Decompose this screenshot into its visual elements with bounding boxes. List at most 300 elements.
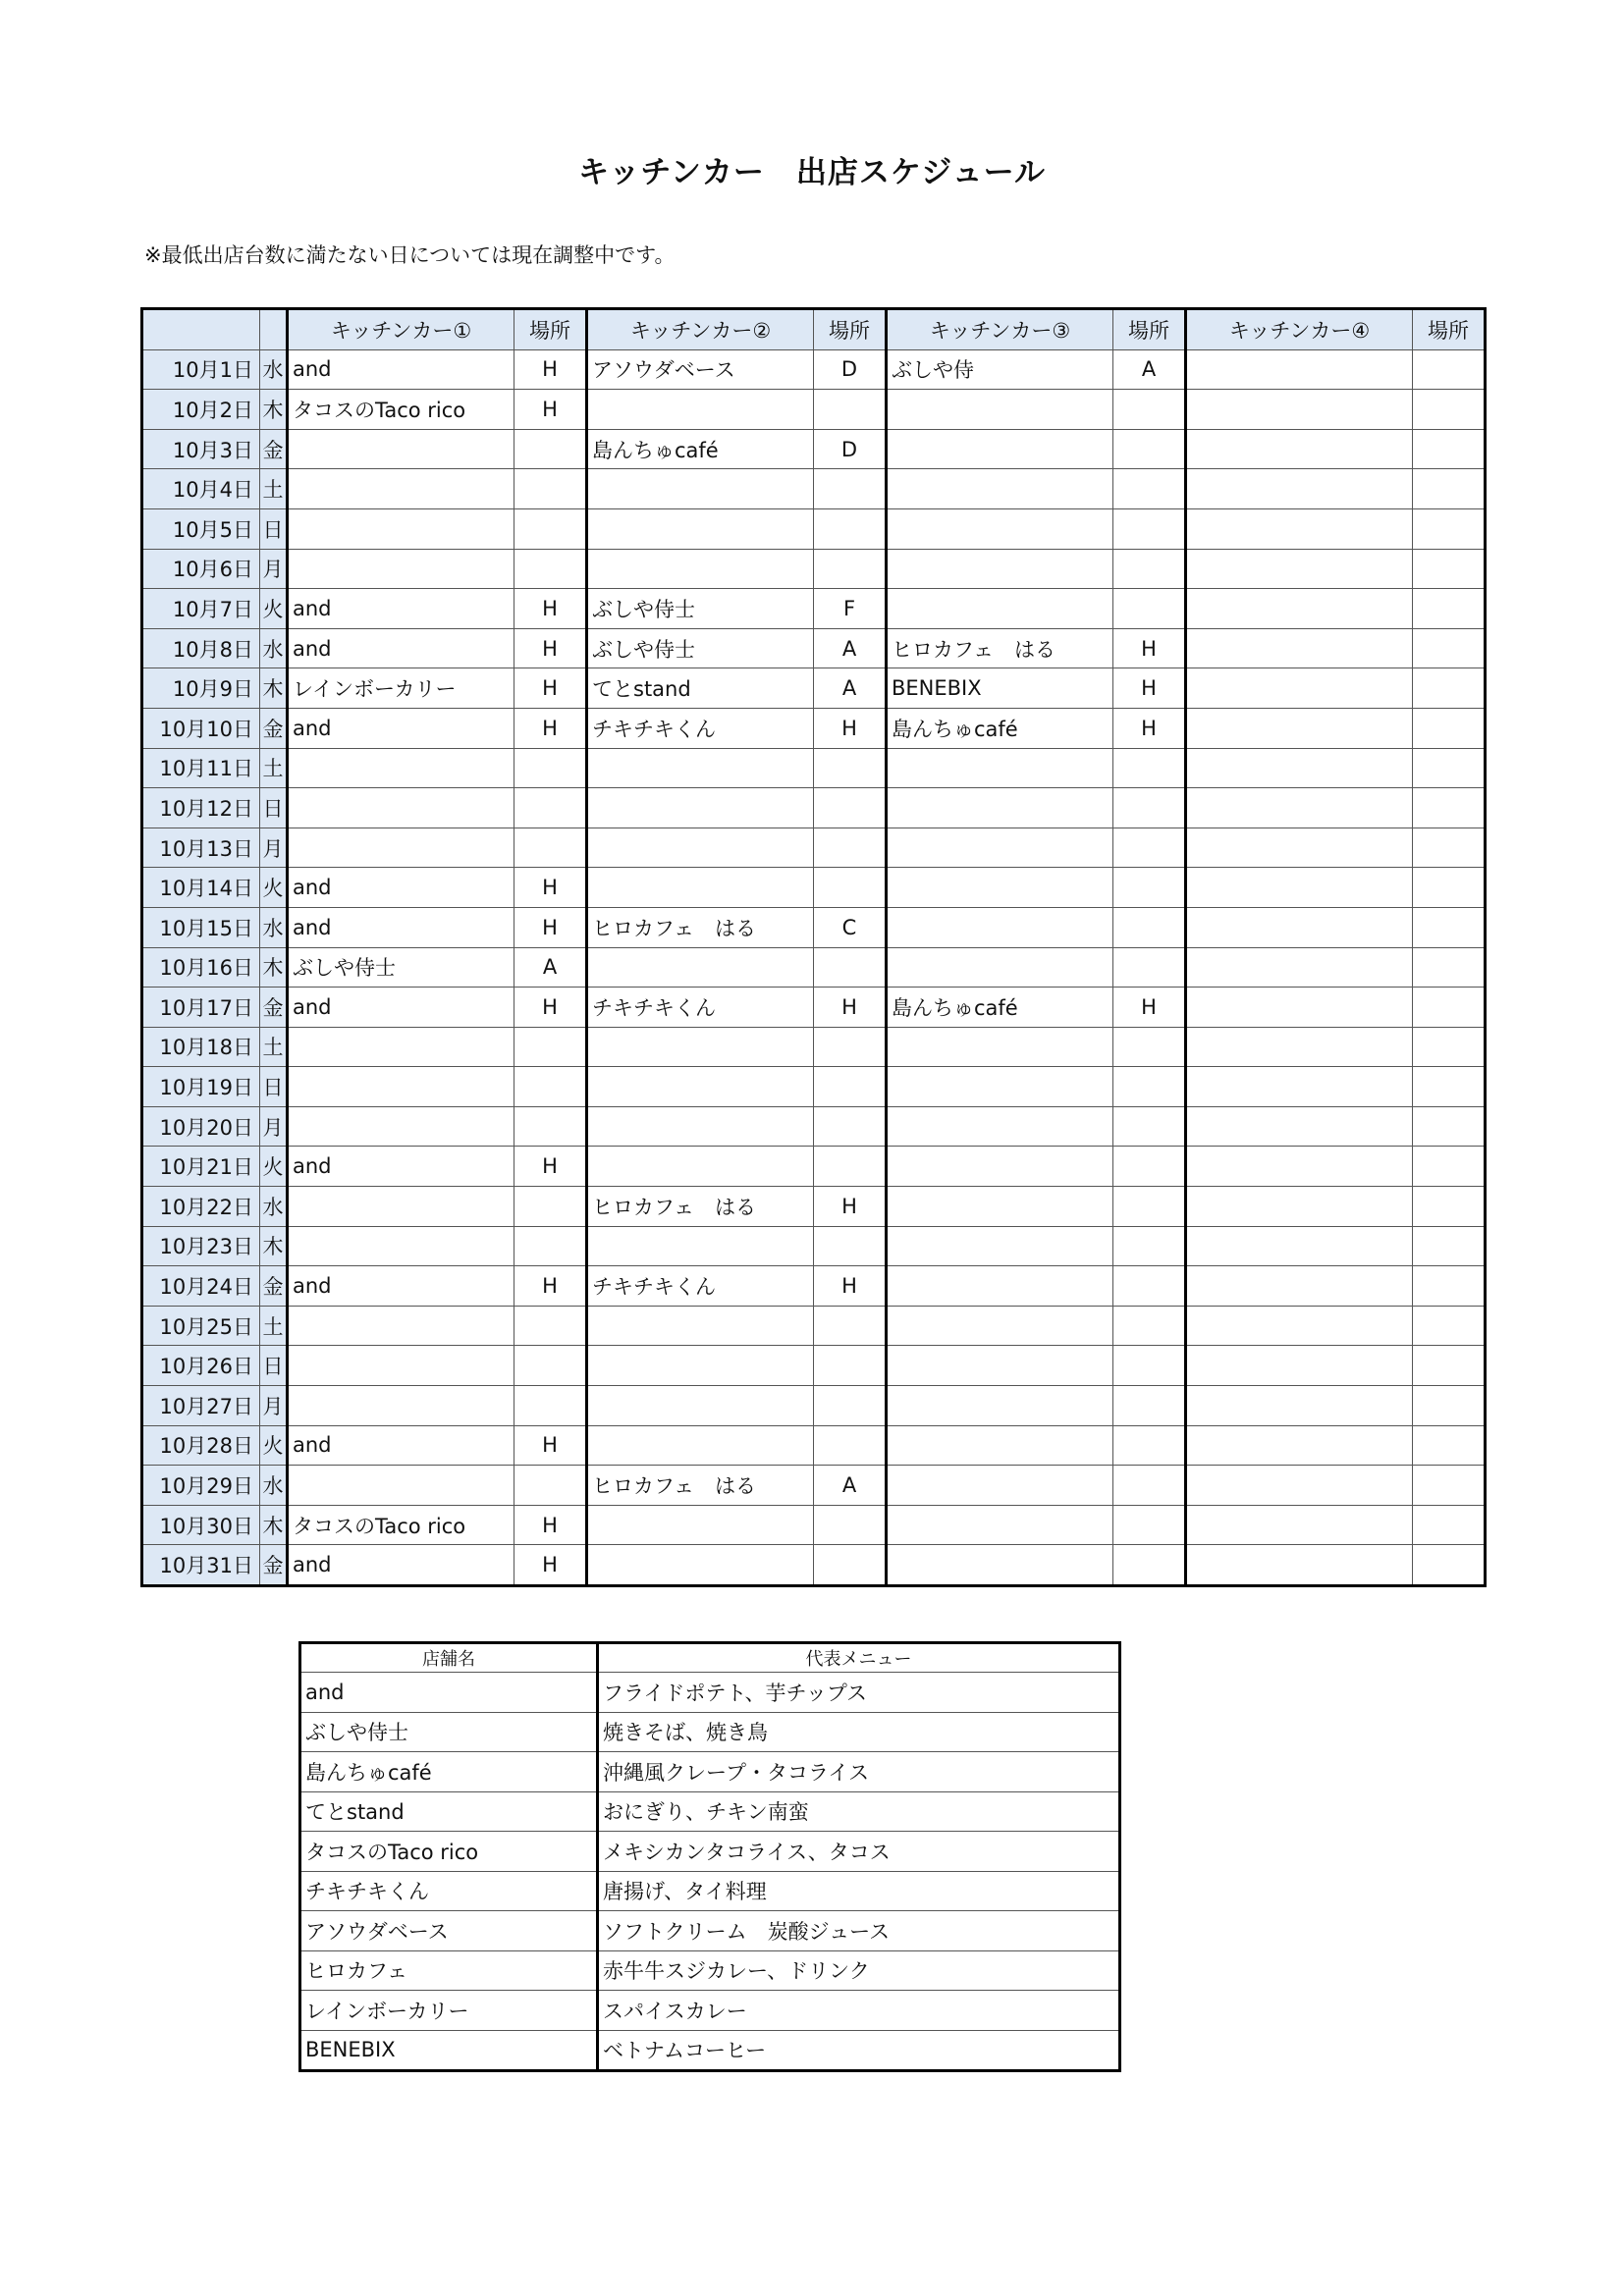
- menu-shop-cell: BENEBIX: [300, 2030, 598, 2071]
- schedule-weekday-cell: 水: [260, 349, 288, 390]
- schedule-weekday-cell: 金: [260, 1266, 288, 1307]
- car1-shop-cell: and: [288, 589, 514, 629]
- car4-shop-cell: [1186, 788, 1413, 828]
- car2-location-cell: [814, 469, 887, 509]
- car2-shop-cell: 島んちゅcafé: [587, 429, 814, 469]
- car4-location-cell: [1413, 549, 1486, 589]
- menu-item-cell: ベトナムコーヒー: [598, 2030, 1120, 2071]
- schedule-row: [142, 589, 1486, 629]
- car2-shop-cell: アソウダベース: [587, 349, 814, 390]
- car1-shop-cell: and: [288, 1266, 514, 1307]
- car4-shop-cell: [1186, 1505, 1413, 1545]
- schedule-date-cell: 10月19日: [142, 1067, 260, 1107]
- menu-row: [300, 2030, 1120, 2071]
- car2-location-cell: F: [814, 589, 887, 629]
- header-date: [142, 309, 260, 350]
- car4-shop-cell: [1186, 708, 1413, 748]
- schedule-date-cell: 10月21日: [142, 1147, 260, 1187]
- car2-location-cell: D: [814, 429, 887, 469]
- car2-shop-cell: [587, 1226, 814, 1266]
- car4-location-cell: [1413, 1106, 1486, 1147]
- car3-location-cell: [1113, 947, 1186, 988]
- schedule-date-cell: 10月22日: [142, 1187, 260, 1227]
- car1-location-cell: [514, 1187, 587, 1227]
- car2-location-cell: [814, 549, 887, 589]
- car4-location-cell: [1413, 1147, 1486, 1187]
- car3-location-cell: A: [1113, 349, 1186, 390]
- car1-shop-cell: [288, 1067, 514, 1107]
- car1-shop-cell: and: [288, 628, 514, 668]
- schedule-date-cell: 10月14日: [142, 868, 260, 908]
- car3-shop-cell: [887, 589, 1113, 629]
- car2-shop-cell: [587, 868, 814, 908]
- car4-shop-cell: [1186, 589, 1413, 629]
- car3-shop-cell: [887, 1386, 1113, 1426]
- schedule-date-cell: 10月5日: [142, 508, 260, 549]
- car3-shop-cell: [887, 1346, 1113, 1386]
- car1-location-cell: [514, 1106, 587, 1147]
- schedule-row: [142, 1545, 1486, 1586]
- car3-shop-cell: [887, 1226, 1113, 1266]
- car2-location-cell: A: [814, 1466, 887, 1506]
- schedule-row: [142, 907, 1486, 947]
- car1-shop-cell: ぶしや侍士: [288, 947, 514, 988]
- car4-shop-cell: [1186, 1425, 1413, 1466]
- menu-row: [300, 1991, 1120, 2031]
- schedule-weekday-cell: 火: [260, 1147, 288, 1187]
- menu-shop-cell: ヒロカフェ: [300, 1950, 598, 1991]
- schedule-weekday-cell: 日: [260, 1067, 288, 1107]
- schedule-row: [142, 508, 1486, 549]
- schedule-row: [142, 1466, 1486, 1506]
- car2-shop-cell: [587, 1147, 814, 1187]
- car2-shop-cell: [587, 1425, 814, 1466]
- car3-shop-cell: [887, 390, 1113, 430]
- schedule-weekday-cell: 金: [260, 708, 288, 748]
- menu-item-cell: 赤牛牛スジカレー、ドリンク: [598, 1950, 1120, 1991]
- car1-location-cell: [514, 1306, 587, 1346]
- schedule-weekday-cell: 月: [260, 549, 288, 589]
- schedule-date-cell: 10月23日: [142, 1226, 260, 1266]
- car4-shop-cell: [1186, 1545, 1413, 1586]
- car4-location-cell: [1413, 1346, 1486, 1386]
- car3-shop-cell: [887, 1067, 1113, 1107]
- car2-shop-cell: [587, 469, 814, 509]
- car4-location-cell: [1413, 1505, 1486, 1545]
- car1-location-cell: [514, 1226, 587, 1266]
- car2-shop-cell: ぶしや侍士: [587, 589, 814, 629]
- car3-location-cell: H: [1113, 708, 1186, 748]
- car3-shop-cell: [887, 748, 1113, 788]
- car1-location-cell: [514, 1027, 587, 1067]
- car4-shop-cell: [1186, 1067, 1413, 1107]
- schedule-row: [142, 429, 1486, 469]
- schedule-weekday-cell: 土: [260, 1027, 288, 1067]
- car4-location-cell: [1413, 1187, 1486, 1227]
- header-loc2: 場所: [814, 309, 887, 350]
- car2-location-cell: H: [814, 1187, 887, 1227]
- car2-location-cell: [814, 1346, 887, 1386]
- car4-location-cell: [1413, 947, 1486, 988]
- car4-shop-cell: [1186, 429, 1413, 469]
- car1-shop-cell: and: [288, 708, 514, 748]
- car1-shop-cell: [288, 1386, 514, 1426]
- schedule-row: [142, 1027, 1486, 1067]
- schedule-weekday-cell: 木: [260, 1505, 288, 1545]
- schedule-row: [142, 1266, 1486, 1307]
- car2-location-cell: H: [814, 988, 887, 1028]
- car3-shop-cell: 島んちゅcafé: [887, 708, 1113, 748]
- header-car4: キッチンカー④: [1186, 309, 1413, 350]
- schedule-weekday-cell: 日: [260, 1346, 288, 1386]
- car3-location-cell: [1113, 429, 1186, 469]
- menu-shop-cell: ぶしや侍士: [300, 1712, 598, 1752]
- car1-location-cell: [514, 748, 587, 788]
- car1-location-cell: [514, 508, 587, 549]
- schedule-row: [142, 1346, 1486, 1386]
- schedule-weekday-cell: 土: [260, 748, 288, 788]
- menu-item-cell: 焼きそば、焼き鳥: [598, 1712, 1120, 1752]
- car4-shop-cell: [1186, 1027, 1413, 1067]
- schedule-row: [142, 1306, 1486, 1346]
- car2-shop-cell: ヒロカフェ はる: [587, 1187, 814, 1227]
- car2-shop-cell: ヒロカフェ はる: [587, 1466, 814, 1506]
- menu-item-cell: メキシカンタコライス、タコス: [598, 1832, 1120, 1872]
- car1-location-cell: [514, 549, 587, 589]
- schedule-weekday-cell: 木: [260, 947, 288, 988]
- car1-shop-cell: [288, 508, 514, 549]
- car4-shop-cell: [1186, 668, 1413, 709]
- schedule-date-cell: 10月7日: [142, 589, 260, 629]
- schedule-row: [142, 788, 1486, 828]
- schedule-date-cell: 10月9日: [142, 668, 260, 709]
- schedule-row: [142, 1425, 1486, 1466]
- car4-location-cell: [1413, 907, 1486, 947]
- schedule-weekday-cell: 水: [260, 1466, 288, 1506]
- car2-location-cell: [814, 947, 887, 988]
- car2-shop-cell: チキチキくん: [587, 708, 814, 748]
- car1-location-cell: H: [514, 349, 587, 390]
- car3-shop-cell: [887, 549, 1113, 589]
- car1-location-cell: H: [514, 390, 587, 430]
- menu-row: [300, 1911, 1120, 1951]
- car4-shop-cell: [1186, 828, 1413, 868]
- schedule-weekday-cell: 月: [260, 1106, 288, 1147]
- car2-shop-cell: [587, 947, 814, 988]
- car1-location-cell: [514, 1386, 587, 1426]
- schedule-weekday-cell: 土: [260, 469, 288, 509]
- car3-location-cell: [1113, 390, 1186, 430]
- schedule-row: [142, 390, 1486, 430]
- schedule-row: [142, 868, 1486, 908]
- car1-location-cell: [514, 1466, 587, 1506]
- car3-shop-cell: 島んちゅcafé: [887, 988, 1113, 1028]
- car4-location-cell: [1413, 988, 1486, 1028]
- car3-shop-cell: [887, 947, 1113, 988]
- header-car2: キッチンカー②: [587, 309, 814, 350]
- car4-shop-cell: [1186, 1266, 1413, 1307]
- car3-shop-cell: [887, 907, 1113, 947]
- car4-shop-cell: [1186, 907, 1413, 947]
- car1-shop-cell: タコスのTaco rico: [288, 1505, 514, 1545]
- car2-shop-cell: [587, 1106, 814, 1147]
- car2-location-cell: [814, 1505, 887, 1545]
- car2-location-cell: [814, 748, 887, 788]
- header-shop: 店舗名: [300, 1643, 598, 1673]
- car4-shop-cell: [1186, 469, 1413, 509]
- car1-shop-cell: [288, 748, 514, 788]
- car4-shop-cell: [1186, 628, 1413, 668]
- schedule-weekday-cell: 土: [260, 1306, 288, 1346]
- menu-item-cell: 唐揚げ、タイ料理: [598, 1871, 1120, 1911]
- car4-shop-cell: [1186, 988, 1413, 1028]
- car1-shop-cell: [288, 1306, 514, 1346]
- car3-shop-cell: [887, 1187, 1113, 1227]
- schedule-date-cell: 10月29日: [142, 1466, 260, 1506]
- car2-location-cell: A: [814, 668, 887, 709]
- menu-row: [300, 1950, 1120, 1991]
- schedule-weekday-cell: 金: [260, 1545, 288, 1586]
- header-loc3: 場所: [1113, 309, 1186, 350]
- car2-shop-cell: [587, 390, 814, 430]
- car2-shop-cell: [587, 1545, 814, 1586]
- schedule-date-cell: 10月2日: [142, 390, 260, 430]
- car4-location-cell: [1413, 1545, 1486, 1586]
- car1-shop-cell: and: [288, 907, 514, 947]
- car1-location-cell: [514, 469, 587, 509]
- car1-shop-cell: and: [288, 349, 514, 390]
- car3-location-cell: H: [1113, 628, 1186, 668]
- menu-shop-cell: タコスのTaco rico: [300, 1832, 598, 1872]
- car2-location-cell: [814, 828, 887, 868]
- car1-location-cell: H: [514, 988, 587, 1028]
- car3-shop-cell: [887, 1545, 1113, 1586]
- car2-location-cell: [814, 1147, 887, 1187]
- car4-shop-cell: [1186, 1106, 1413, 1147]
- schedule-date-cell: 10月1日: [142, 349, 260, 390]
- schedule-weekday-cell: 水: [260, 628, 288, 668]
- schedule-date-cell: 10月11日: [142, 748, 260, 788]
- car1-location-cell: [514, 788, 587, 828]
- car1-location-cell: [514, 429, 587, 469]
- schedule-row: [142, 1106, 1486, 1147]
- car4-shop-cell: [1186, 1147, 1413, 1187]
- page-title: キッチンカー 出店スケジュール: [578, 155, 1046, 190]
- car3-location-cell: [1113, 1187, 1186, 1227]
- menu-shop-cell: アソウダベース: [300, 1911, 598, 1951]
- car3-shop-cell: [887, 1306, 1113, 1346]
- car4-shop-cell: [1186, 1187, 1413, 1227]
- schedule-weekday-cell: 木: [260, 668, 288, 709]
- car3-shop-cell: ぶしや侍: [887, 349, 1113, 390]
- car1-shop-cell: and: [288, 1425, 514, 1466]
- car4-location-cell: [1413, 1466, 1486, 1506]
- car3-location-cell: [1113, 589, 1186, 629]
- car4-location-cell: [1413, 508, 1486, 549]
- schedule-row: [142, 988, 1486, 1028]
- schedule-date-cell: 10月31日: [142, 1545, 260, 1586]
- car3-location-cell: [1113, 1027, 1186, 1067]
- car3-location-cell: [1113, 1425, 1186, 1466]
- car1-shop-cell: [288, 788, 514, 828]
- car4-location-cell: [1413, 1386, 1486, 1426]
- car1-location-cell: H: [514, 708, 587, 748]
- header-loc1: 場所: [514, 309, 587, 350]
- schedule-table: [140, 307, 1487, 1587]
- car4-location-cell: [1413, 429, 1486, 469]
- car4-shop-cell: [1186, 390, 1413, 430]
- menu-table: [298, 1641, 1121, 2072]
- car3-location-cell: [1113, 508, 1186, 549]
- car2-shop-cell: チキチキくん: [587, 988, 814, 1028]
- car4-location-cell: [1413, 628, 1486, 668]
- car1-location-cell: H: [514, 868, 587, 908]
- schedule-date-cell: 10月20日: [142, 1106, 260, 1147]
- car1-shop-cell: [288, 429, 514, 469]
- car3-location-cell: [1113, 828, 1186, 868]
- schedule-body: [142, 349, 1486, 1585]
- car3-location-cell: [1113, 1147, 1186, 1187]
- schedule-row: [142, 349, 1486, 390]
- schedule-row: [142, 1147, 1486, 1187]
- car1-location-cell: H: [514, 1545, 587, 1586]
- car1-shop-cell: [288, 828, 514, 868]
- car3-location-cell: [1113, 1505, 1186, 1545]
- car3-location-cell: [1113, 868, 1186, 908]
- car2-shop-cell: [587, 1027, 814, 1067]
- header-loc4: 場所: [1413, 309, 1486, 350]
- car4-location-cell: [1413, 349, 1486, 390]
- car2-shop-cell: [587, 1346, 814, 1386]
- schedule-weekday-cell: 金: [260, 429, 288, 469]
- menu-row: [300, 1871, 1120, 1911]
- car3-location-cell: H: [1113, 668, 1186, 709]
- schedule-row: [142, 828, 1486, 868]
- header-car3: キッチンカー③: [887, 309, 1113, 350]
- car2-shop-cell: ヒロカフェ はる: [587, 907, 814, 947]
- menu-item-cell: ソフトクリーム 炭酸ジュース: [598, 1911, 1120, 1951]
- car3-location-cell: [1113, 1306, 1186, 1346]
- car1-location-cell: H: [514, 1266, 587, 1307]
- car1-location-cell: H: [514, 1425, 587, 1466]
- car1-shop-cell: [288, 1346, 514, 1386]
- schedule-weekday-cell: 月: [260, 1386, 288, 1426]
- schedule-date-cell: 10月12日: [142, 788, 260, 828]
- menu-shop-cell: てとstand: [300, 1791, 598, 1832]
- schedule-weekday-cell: 火: [260, 868, 288, 908]
- car3-shop-cell: BENEBIX: [887, 668, 1113, 709]
- car1-shop-cell: and: [288, 988, 514, 1028]
- car3-location-cell: H: [1113, 988, 1186, 1028]
- schedule-date-cell: 10月13日: [142, 828, 260, 868]
- car2-location-cell: [814, 1545, 887, 1586]
- car3-shop-cell: [887, 1147, 1113, 1187]
- car4-location-cell: [1413, 1266, 1486, 1307]
- menu-body: [300, 1673, 1120, 2071]
- car2-shop-cell: [587, 1067, 814, 1107]
- car4-shop-cell: [1186, 1306, 1413, 1346]
- car4-shop-cell: [1186, 1346, 1413, 1386]
- car1-shop-cell: タコスのTaco rico: [288, 390, 514, 430]
- car4-location-cell: [1413, 1027, 1486, 1067]
- car2-shop-cell: [587, 508, 814, 549]
- schedule-row: [142, 1067, 1486, 1107]
- schedule-date-cell: 10月27日: [142, 1386, 260, 1426]
- schedule-row: [142, 469, 1486, 509]
- car1-location-cell: H: [514, 1147, 587, 1187]
- car3-location-cell: [1113, 1466, 1186, 1506]
- menu-row: [300, 1673, 1120, 1713]
- car3-shop-cell: [887, 828, 1113, 868]
- car2-location-cell: [814, 1067, 887, 1107]
- schedule-weekday-cell: 月: [260, 828, 288, 868]
- car1-shop-cell: [288, 469, 514, 509]
- schedule-note: ※最低出店台数に満たない日については現在調整中です。: [144, 243, 676, 267]
- car4-location-cell: [1413, 469, 1486, 509]
- car3-shop-cell: ヒロカフェ はる: [887, 628, 1113, 668]
- car4-location-cell: [1413, 390, 1486, 430]
- schedule-date-cell: 10月25日: [142, 1306, 260, 1346]
- menu-shop-cell: レインボーカリー: [300, 1991, 598, 2031]
- car3-location-cell: [1113, 1545, 1186, 1586]
- car2-shop-cell: [587, 1505, 814, 1545]
- car4-location-cell: [1413, 788, 1486, 828]
- schedule-row: [142, 549, 1486, 589]
- car1-location-cell: [514, 1346, 587, 1386]
- car4-shop-cell: [1186, 748, 1413, 788]
- car1-location-cell: H: [514, 589, 587, 629]
- car2-shop-cell: ぶしや侍士: [587, 628, 814, 668]
- schedule-weekday-cell: 木: [260, 390, 288, 430]
- car3-location-cell: [1113, 907, 1186, 947]
- schedule-row: [142, 1505, 1486, 1545]
- car3-shop-cell: [887, 429, 1113, 469]
- car3-location-cell: [1113, 1346, 1186, 1386]
- car4-shop-cell: [1186, 349, 1413, 390]
- car3-shop-cell: [887, 1466, 1113, 1506]
- menu-item-cell: スパイスカレー: [598, 1991, 1120, 2031]
- car3-location-cell: [1113, 1067, 1186, 1107]
- car2-shop-cell: [587, 1386, 814, 1426]
- menu-shop-cell: and: [300, 1673, 598, 1713]
- menu-header-row: [300, 1643, 1120, 1673]
- schedule-row: [142, 748, 1486, 788]
- car4-shop-cell: [1186, 508, 1413, 549]
- car3-shop-cell: [887, 788, 1113, 828]
- car2-location-cell: D: [814, 349, 887, 390]
- schedule-date-cell: 10月28日: [142, 1425, 260, 1466]
- schedule-date-cell: 10月6日: [142, 549, 260, 589]
- car2-location-cell: H: [814, 708, 887, 748]
- car4-shop-cell: [1186, 549, 1413, 589]
- schedule-row: [142, 1187, 1486, 1227]
- car4-location-cell: [1413, 748, 1486, 788]
- schedule-row: [142, 708, 1486, 748]
- header-car1: キッチンカー①: [288, 309, 514, 350]
- car4-location-cell: [1413, 1306, 1486, 1346]
- car1-shop-cell: and: [288, 868, 514, 908]
- schedule-date-cell: 10月4日: [142, 469, 260, 509]
- car1-shop-cell: レインボーカリー: [288, 668, 514, 709]
- car3-location-cell: [1113, 748, 1186, 788]
- car1-location-cell: H: [514, 628, 587, 668]
- car3-shop-cell: [887, 1266, 1113, 1307]
- schedule-date-cell: 10月16日: [142, 947, 260, 988]
- car1-shop-cell: [288, 1226, 514, 1266]
- car2-location-cell: C: [814, 907, 887, 947]
- schedule-date-cell: 10月3日: [142, 429, 260, 469]
- car2-shop-cell: [587, 828, 814, 868]
